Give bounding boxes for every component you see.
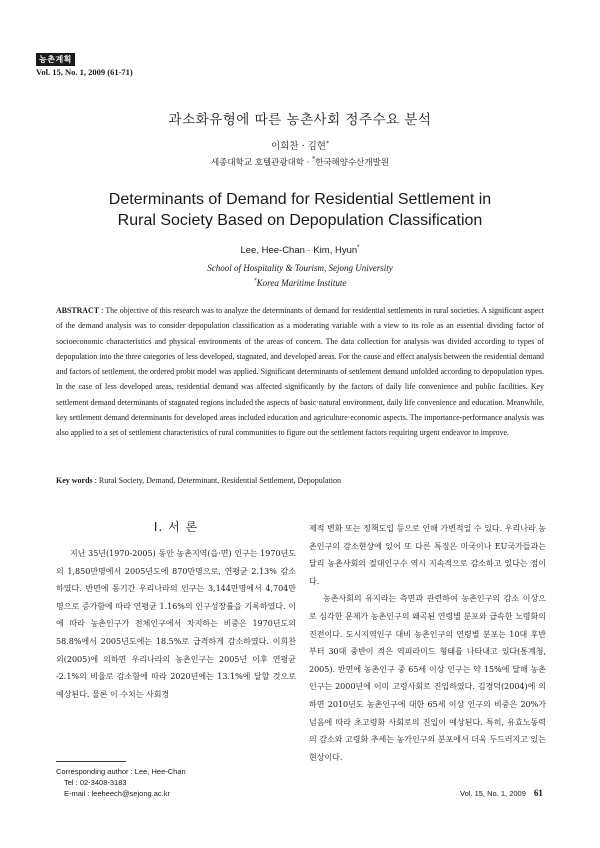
abstract-text: : The objective of this research was to analyze the determinants of demand for residential settlements in rural societies. A significant aspect of the demand analysis was to consider depopulation classification as a moderating variable with a view to its role as an essential dividing factor of socioeconomic characteristics and physical environments of the areas of concern. The data collection for analysis was divided according to types of depopulation into the three categories of less developed, stagnated, and developed areas. For the cause and effect analysis between the residential demand and factors of settlement, the ordered probit model was applied. Significant determinants of settlement demand unfolded according to depopulation types. In the case of less developed areas, residential demand was affected significantly by the factors of daily life convenience and public facilities. Key settlement demand determinants of stagnated regions included the aspects of basic·natural environment, daily life convenience and education. Meanwhile, key settlement demand determinants for developed areas included education and agriculture·economic aspects. The importance-performance analysis was also applied to a set of settlement characteristics of rural communities to figure out the settlement factors requiring urgent endeavor to improve. (56, 306, 544, 438)
keywords-label: Key words (56, 476, 93, 485)
author-marker: * (357, 244, 360, 251)
footnote-email: E-mail : leeheech@sejong.ac.kr (64, 789, 170, 798)
page-footer (460, 788, 543, 798)
english-authors (0, 245, 600, 256)
footer-volume: Vol. 15, No. 1, 2009 (460, 789, 526, 798)
footnote-author: Corresponding author : Lee, Hee-Chan (56, 767, 186, 776)
body-paragraph: 제적 변화 또는 정책도입 등으로 인해 가변적일 수 있다. 우리나라 농촌인구의 감소현상에 있어 또 다른 특징은 미국이나 EU국가들과는 달리 농촌사회의 절대인구수 역시 지속적으로 감소하고 있다는 점이다. (309, 524, 546, 586)
affiliation-marker: * (253, 278, 257, 284)
body-right-column (309, 520, 546, 766)
corresponding-author-footnote (56, 766, 186, 799)
english-affiliation-2 (0, 278, 600, 288)
english-affiliation-1: School of Hospitality & Tourism, Sejong University (207, 263, 393, 273)
keywords-text: : Rural Society, Demand, Determinant, Residential Settlement, Depopulation (92, 476, 341, 485)
footnote-tel: Tel : 02-3408-3183 (64, 778, 127, 787)
journal-badge: 농촌계획 (36, 53, 75, 66)
author-marker: * (325, 139, 329, 147)
english-affiliation-2-text: Korea Maritime Institute (256, 278, 347, 288)
body-paragraph: 농촌사회의 유지라는 측면과 관련하여 농촌인구의 감소 이상으로 심각한 문제가 농촌인구의 왜곡된 연령별 분포와 급속한 노령화의 진전이다. 도시지역인구 대비 농촌인구의 연령별 분포는 10대 후반부터 30대 중반이 적은 역피라미드 형태를 나타내고 있다(통계청, 2005). 반면에 농촌인구 중 65세 이상 인구는 약 15%에 달해 농촌인구는 2000년에 이미 고령사회로 진입하였다. 김경덕(2004)에 의하면 2010년도 농촌인구에 대한 65세 이상 인구의 비중은 20%가 넘음에 따라 초고령화 사회로의 진입이 예상된다. 특히, 유효노동력의 감소와 고령화 추세는 농가인구의 분포에서 더욱 두드러지고 있는 현상이다. (309, 594, 546, 762)
body-paragraph: 지난 35년(1970-2005) 동안 농촌지역(읍·면) 인구는 1970년도의 1,850만명에서 2005년도에 870만명으로, 연평균 2.13% 감소하였다. 반면에 동기간 우리나라의 인구는 3,144만명에서 4,704만명으로 증가함에 따라 연평균 1.16%의 인구성장률을 기록하였다. 이에 따라 농촌인구가 전체인구에서 차지하는 비중은 1970년도의 58.8%에서 2005년도에는 18.5%로 급격하게 감소하였다. 이희찬 외(2005)에 의하면 우리나라의 농촌인구는 2005년 이후 연평균 -2.1%의 비율로 감소함에 따라 2020년에는 13.1%에 달할 것으로 예상된다. 물론 이 수치는 사회경 (56, 549, 296, 699)
abstract-label: ABSTRACT (56, 306, 99, 315)
section-heading: Ⅰ. 서 론 (153, 520, 199, 534)
affiliation-marker: * (312, 156, 316, 164)
korean-authors (0, 138, 600, 152)
korean-title: 과소화유형에 따른 농촌사회 정주수요 분석 (168, 112, 432, 128)
korean-affiliation-1: 세종대학교 호텔관광대학 · (210, 158, 313, 168)
english-title (0, 189, 600, 231)
body-left-column (56, 545, 296, 703)
page-number: 61 (533, 788, 543, 798)
korean-affiliation-2: 한국해양수산개발원 (315, 158, 390, 168)
keywords (56, 476, 544, 485)
english-title-line-1: Determinants of Demand for Residential Settlement in (108, 191, 492, 208)
english-title-line-2: Rural Society Based on Depopulation Classification (117, 212, 483, 229)
abstract (56, 303, 544, 441)
english-author-names: Lee, Hee-Chan · Kim, Hyun (240, 245, 358, 256)
korean-author-names: 이희찬 · 김현 (271, 141, 326, 152)
korean-affiliation (0, 156, 600, 168)
footnote-divider (56, 761, 126, 762)
volume-info: Vol. 15, No. 1, 2009 (61-71) (36, 67, 133, 77)
